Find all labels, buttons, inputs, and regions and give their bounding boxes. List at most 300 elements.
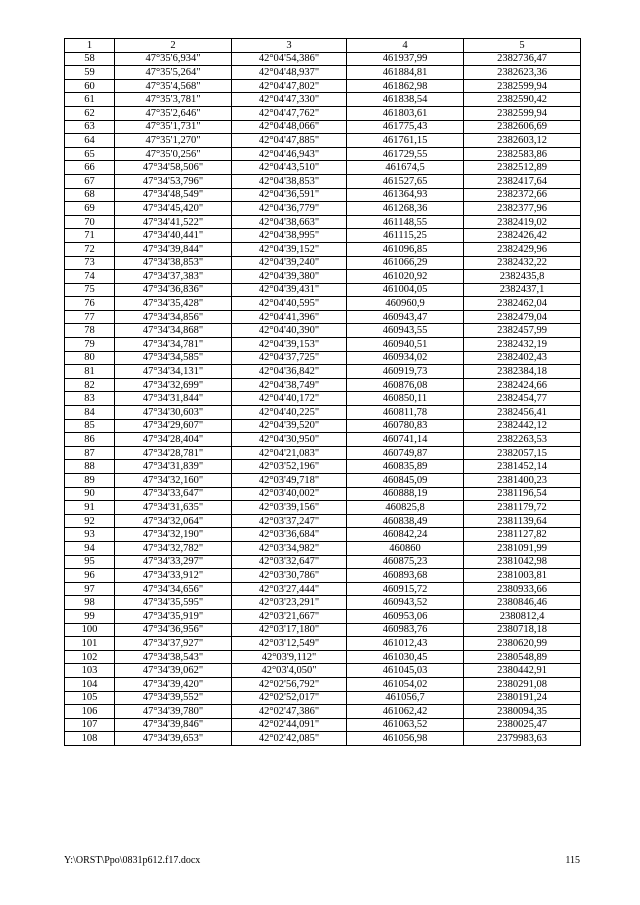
y-coordinate-cell: 2382512,89 xyxy=(464,161,581,175)
longitude-cell: 42°03'12,549" xyxy=(232,637,347,651)
latitude-cell: 47°34'39,844" xyxy=(115,242,232,256)
x-coordinate-cell: 460943,52 xyxy=(347,596,464,610)
x-coordinate-cell: 461012,43 xyxy=(347,637,464,651)
point-number-cell: 84 xyxy=(65,406,115,420)
point-number-cell: 86 xyxy=(65,433,115,447)
table-row xyxy=(65,188,581,202)
point-number-cell: 78 xyxy=(65,324,115,338)
x-coordinate-cell: 461268,36 xyxy=(347,202,464,216)
x-coordinate-cell: 461056,7 xyxy=(347,691,464,705)
longitude-cell: 42°04'38,853" xyxy=(232,174,347,188)
point-number-cell: 82 xyxy=(65,378,115,392)
table-row xyxy=(65,406,581,420)
longitude-cell: 42°04'43,510" xyxy=(232,161,347,175)
column-header: 1 xyxy=(65,39,115,53)
table-row xyxy=(65,283,581,297)
table-row xyxy=(65,637,581,651)
latitude-cell: 47°34'39,552" xyxy=(115,691,232,705)
y-coordinate-cell: 2382419,02 xyxy=(464,215,581,229)
y-coordinate-cell: 2382623,36 xyxy=(464,66,581,80)
x-coordinate-cell: 461054,02 xyxy=(347,677,464,691)
point-number-cell: 75 xyxy=(65,283,115,297)
latitude-cell: 47°35'0,256" xyxy=(115,147,232,161)
longitude-cell: 42°04'21,083" xyxy=(232,446,347,460)
table-row xyxy=(65,134,581,148)
longitude-cell: 42°04'36,842" xyxy=(232,365,347,379)
longitude-cell: 42°04'40,172" xyxy=(232,392,347,406)
longitude-cell: 42°04'38,749" xyxy=(232,378,347,392)
table-row xyxy=(65,215,581,229)
x-coordinate-cell: 461148,55 xyxy=(347,215,464,229)
table-row xyxy=(65,460,581,474)
longitude-cell: 42°03'21,667" xyxy=(232,609,347,623)
y-coordinate-cell: 2380933,66 xyxy=(464,582,581,596)
longitude-cell: 42°03'27,444" xyxy=(232,582,347,596)
point-number-cell: 60 xyxy=(65,79,115,93)
y-coordinate-cell: 2380094,35 xyxy=(464,705,581,719)
latitude-cell: 47°34'45,420" xyxy=(115,202,232,216)
table-row xyxy=(65,147,581,161)
table-row xyxy=(65,677,581,691)
table-row xyxy=(65,541,581,555)
latitude-cell: 47°34'35,595" xyxy=(115,596,232,610)
latitude-cell: 47°34'33,297" xyxy=(115,555,232,569)
y-coordinate-cell: 2382599,94 xyxy=(464,106,581,120)
y-coordinate-cell: 2381091,99 xyxy=(464,541,581,555)
table-row xyxy=(65,650,581,664)
longitude-cell: 42°04'48,937" xyxy=(232,66,347,80)
y-coordinate-cell: 2382456,41 xyxy=(464,406,581,420)
x-coordinate-cell: 461937,99 xyxy=(347,52,464,66)
point-number-cell: 83 xyxy=(65,392,115,406)
y-coordinate-cell: 2382442,12 xyxy=(464,419,581,433)
longitude-cell: 42°02'42,085" xyxy=(232,732,347,746)
table-row xyxy=(65,297,581,311)
latitude-cell: 47°34'34,656" xyxy=(115,582,232,596)
point-number-cell: 62 xyxy=(65,106,115,120)
latitude-cell: 47°34'32,190" xyxy=(115,528,232,542)
longitude-cell: 42°04'40,225" xyxy=(232,406,347,420)
point-number-cell: 72 xyxy=(65,242,115,256)
point-number-cell: 92 xyxy=(65,514,115,528)
y-coordinate-cell: 2382417,64 xyxy=(464,174,581,188)
x-coordinate-cell: 460842,24 xyxy=(347,528,464,542)
table-row xyxy=(65,555,581,569)
latitude-cell: 47°34'34,868" xyxy=(115,324,232,338)
x-coordinate-cell: 461729,55 xyxy=(347,147,464,161)
y-coordinate-cell: 2380191,24 xyxy=(464,691,581,705)
x-coordinate-cell: 461096,85 xyxy=(347,242,464,256)
point-number-cell: 77 xyxy=(65,310,115,324)
longitude-cell: 42°04'38,663" xyxy=(232,215,347,229)
y-coordinate-cell: 2382057,15 xyxy=(464,446,581,460)
y-coordinate-cell: 2382457,99 xyxy=(464,324,581,338)
y-coordinate-cell: 2381042,98 xyxy=(464,555,581,569)
longitude-cell: 42°03'9,112" xyxy=(232,650,347,664)
table-row xyxy=(65,174,581,188)
latitude-cell: 47°34'34,856" xyxy=(115,310,232,324)
latitude-cell: 47°34'29,607" xyxy=(115,419,232,433)
y-coordinate-cell: 2380025,47 xyxy=(464,718,581,732)
longitude-cell: 42°03'49,718" xyxy=(232,474,347,488)
x-coordinate-cell: 461030,45 xyxy=(347,650,464,664)
y-coordinate-cell: 2381179,72 xyxy=(464,501,581,515)
longitude-cell: 42°03'23,291" xyxy=(232,596,347,610)
x-coordinate-cell: 461862,98 xyxy=(347,79,464,93)
table-row xyxy=(65,392,581,406)
y-coordinate-cell: 2382603,12 xyxy=(464,134,581,148)
latitude-cell: 47°35'1,270" xyxy=(115,134,232,148)
y-coordinate-cell: 2380718,18 xyxy=(464,623,581,637)
point-number-cell: 81 xyxy=(65,365,115,379)
y-coordinate-cell: 2380442,91 xyxy=(464,664,581,678)
point-number-cell: 79 xyxy=(65,338,115,352)
latitude-cell: 47°35'5,264" xyxy=(115,66,232,80)
x-coordinate-cell: 460940,51 xyxy=(347,338,464,352)
latitude-cell: 47°34'31,635" xyxy=(115,501,232,515)
latitude-cell: 47°34'32,699" xyxy=(115,378,232,392)
latitude-cell: 47°34'38,543" xyxy=(115,650,232,664)
x-coordinate-cell: 461364,93 xyxy=(347,188,464,202)
table-row xyxy=(65,229,581,243)
y-coordinate-cell: 2381400,23 xyxy=(464,474,581,488)
x-coordinate-cell: 460838,49 xyxy=(347,514,464,528)
point-number-cell: 107 xyxy=(65,718,115,732)
y-coordinate-cell: 2382432,22 xyxy=(464,256,581,270)
point-number-cell: 98 xyxy=(65,596,115,610)
x-coordinate-cell: 461761,15 xyxy=(347,134,464,148)
column-header: 3 xyxy=(232,39,347,53)
point-number-cell: 93 xyxy=(65,528,115,542)
point-number-cell: 76 xyxy=(65,297,115,311)
latitude-cell: 47°34'30,603" xyxy=(115,406,232,420)
latitude-cell: 47°34'39,653" xyxy=(115,732,232,746)
table-row xyxy=(65,310,581,324)
x-coordinate-cell: 461803,61 xyxy=(347,106,464,120)
x-coordinate-cell: 460943,55 xyxy=(347,324,464,338)
point-number-cell: 59 xyxy=(65,66,115,80)
x-coordinate-cell: 460875,23 xyxy=(347,555,464,569)
longitude-cell: 42°03'52,196" xyxy=(232,460,347,474)
x-coordinate-cell: 460893,68 xyxy=(347,569,464,583)
y-coordinate-cell: 2382479,04 xyxy=(464,310,581,324)
x-coordinate-cell: 460960,9 xyxy=(347,297,464,311)
point-number-cell: 99 xyxy=(65,609,115,623)
latitude-cell: 47°34'38,853" xyxy=(115,256,232,270)
y-coordinate-cell: 2379983,63 xyxy=(464,732,581,746)
y-coordinate-cell: 2382590,42 xyxy=(464,93,581,107)
table-row xyxy=(65,324,581,338)
table-row xyxy=(65,487,581,501)
latitude-cell: 47°34'39,062" xyxy=(115,664,232,678)
point-number-cell: 87 xyxy=(65,446,115,460)
longitude-cell: 42°04'40,595" xyxy=(232,297,347,311)
longitude-cell: 42°04'47,762" xyxy=(232,106,347,120)
latitude-cell: 47°34'48,549" xyxy=(115,188,232,202)
x-coordinate-cell: 460983,76 xyxy=(347,623,464,637)
latitude-cell: 47°34'58,506" xyxy=(115,161,232,175)
latitude-cell: 47°34'36,956" xyxy=(115,623,232,637)
y-coordinate-cell: 2382426,42 xyxy=(464,229,581,243)
y-coordinate-cell: 2382736,47 xyxy=(464,52,581,66)
point-number-cell: 68 xyxy=(65,188,115,202)
x-coordinate-cell: 461066,29 xyxy=(347,256,464,270)
point-number-cell: 69 xyxy=(65,202,115,216)
point-number-cell: 97 xyxy=(65,582,115,596)
table-row xyxy=(65,433,581,447)
latitude-cell: 47°34'37,927" xyxy=(115,637,232,651)
point-number-cell: 103 xyxy=(65,664,115,678)
x-coordinate-cell: 460888,19 xyxy=(347,487,464,501)
point-number-cell: 96 xyxy=(65,569,115,583)
table-row xyxy=(65,446,581,460)
point-number-cell: 91 xyxy=(65,501,115,515)
table-row xyxy=(65,202,581,216)
longitude-cell: 42°04'39,520" xyxy=(232,419,347,433)
longitude-cell: 42°04'47,330" xyxy=(232,93,347,107)
point-number-cell: 88 xyxy=(65,460,115,474)
latitude-cell: 47°34'31,844" xyxy=(115,392,232,406)
latitude-cell: 47°34'31,839" xyxy=(115,460,232,474)
table-row xyxy=(65,705,581,719)
x-coordinate-cell: 460835,89 xyxy=(347,460,464,474)
latitude-cell: 47°34'37,383" xyxy=(115,270,232,284)
table-row xyxy=(65,514,581,528)
y-coordinate-cell: 2382384,18 xyxy=(464,365,581,379)
y-coordinate-cell: 2381452,14 xyxy=(464,460,581,474)
column-header: 2 xyxy=(115,39,232,53)
y-coordinate-cell: 2381139,64 xyxy=(464,514,581,528)
table-row xyxy=(65,106,581,120)
x-coordinate-cell: 461020,92 xyxy=(347,270,464,284)
x-coordinate-cell: 460876,08 xyxy=(347,378,464,392)
point-number-cell: 65 xyxy=(65,147,115,161)
x-coordinate-cell: 460749,87 xyxy=(347,446,464,460)
table-row xyxy=(65,609,581,623)
x-coordinate-cell: 461045,03 xyxy=(347,664,464,678)
longitude-cell: 42°03'39,156" xyxy=(232,501,347,515)
y-coordinate-cell: 2382429,96 xyxy=(464,242,581,256)
longitude-cell: 42°03'4,050" xyxy=(232,664,347,678)
point-number-cell: 58 xyxy=(65,52,115,66)
table-row xyxy=(65,691,581,705)
longitude-cell: 42°04'38,995" xyxy=(232,229,347,243)
y-coordinate-cell: 2382372,66 xyxy=(464,188,581,202)
point-number-cell: 73 xyxy=(65,256,115,270)
latitude-cell: 47°34'28,781" xyxy=(115,446,232,460)
point-number-cell: 90 xyxy=(65,487,115,501)
y-coordinate-cell: 2382377,96 xyxy=(464,202,581,216)
longitude-cell: 42°03'34,982" xyxy=(232,541,347,555)
y-coordinate-cell: 2382402,43 xyxy=(464,351,581,365)
x-coordinate-cell: 460915,72 xyxy=(347,582,464,596)
x-coordinate-cell: 461838,54 xyxy=(347,93,464,107)
y-coordinate-cell: 2380812,4 xyxy=(464,609,581,623)
x-coordinate-cell: 461004,05 xyxy=(347,283,464,297)
point-number-cell: 63 xyxy=(65,120,115,134)
latitude-cell: 47°34'34,131" xyxy=(115,365,232,379)
table-body xyxy=(65,52,581,745)
longitude-cell: 42°04'40,390" xyxy=(232,324,347,338)
footer-file-path: Y:\ORST\Ppo\0831p612.f17.docx xyxy=(64,855,201,866)
latitude-cell: 47°34'39,846" xyxy=(115,718,232,732)
table-row xyxy=(65,256,581,270)
point-number-cell: 71 xyxy=(65,229,115,243)
x-coordinate-cell: 460780,83 xyxy=(347,419,464,433)
x-coordinate-cell: 460934,02 xyxy=(347,351,464,365)
point-number-cell: 108 xyxy=(65,732,115,746)
table-row xyxy=(65,569,581,583)
latitude-cell: 47°34'41,522" xyxy=(115,215,232,229)
longitude-cell: 42°02'56,792" xyxy=(232,677,347,691)
latitude-cell: 47°35'4,568" xyxy=(115,79,232,93)
table-row xyxy=(65,732,581,746)
table-row xyxy=(65,365,581,379)
longitude-cell: 42°03'37,247" xyxy=(232,514,347,528)
table-row xyxy=(65,582,581,596)
y-coordinate-cell: 2381003,81 xyxy=(464,569,581,583)
latitude-cell: 47°34'35,919" xyxy=(115,609,232,623)
point-number-cell: 94 xyxy=(65,541,115,555)
latitude-cell: 47°34'33,647" xyxy=(115,487,232,501)
point-number-cell: 80 xyxy=(65,351,115,365)
longitude-cell: 42°04'47,885" xyxy=(232,134,347,148)
column-header: 4 xyxy=(347,39,464,53)
table-row xyxy=(65,270,581,284)
y-coordinate-cell: 2382462,04 xyxy=(464,297,581,311)
y-coordinate-cell: 2380548,89 xyxy=(464,650,581,664)
latitude-cell: 47°34'33,912" xyxy=(115,569,232,583)
point-number-cell: 104 xyxy=(65,677,115,691)
y-coordinate-cell: 2382435,8 xyxy=(464,270,581,284)
table-row xyxy=(65,161,581,175)
y-coordinate-cell: 2382437,1 xyxy=(464,283,581,297)
table-row xyxy=(65,419,581,433)
latitude-cell: 47°34'39,420" xyxy=(115,677,232,691)
point-number-cell: 67 xyxy=(65,174,115,188)
longitude-cell: 42°02'47,386" xyxy=(232,705,347,719)
table-row xyxy=(65,501,581,515)
x-coordinate-cell: 461527,65 xyxy=(347,174,464,188)
table-row xyxy=(65,338,581,352)
table-row xyxy=(65,66,581,80)
x-coordinate-cell: 461775,43 xyxy=(347,120,464,134)
longitude-cell: 42°04'39,153" xyxy=(232,338,347,352)
x-coordinate-cell: 460845,09 xyxy=(347,474,464,488)
point-number-cell: 64 xyxy=(65,134,115,148)
point-number-cell: 74 xyxy=(65,270,115,284)
coordinates-table xyxy=(64,38,581,746)
table-row xyxy=(65,120,581,134)
x-coordinate-cell: 460953,06 xyxy=(347,609,464,623)
table-row xyxy=(65,623,581,637)
longitude-cell: 42°03'32,647" xyxy=(232,555,347,569)
longitude-cell: 42°04'41,396" xyxy=(232,310,347,324)
x-coordinate-cell: 461062,42 xyxy=(347,705,464,719)
table-row xyxy=(65,378,581,392)
longitude-cell: 42°02'52,017" xyxy=(232,691,347,705)
y-coordinate-cell: 2382599,94 xyxy=(464,79,581,93)
table-row xyxy=(65,79,581,93)
latitude-cell: 47°34'39,780" xyxy=(115,705,232,719)
latitude-cell: 47°34'32,064" xyxy=(115,514,232,528)
y-coordinate-cell: 2382606,69 xyxy=(464,120,581,134)
y-coordinate-cell: 2380620,99 xyxy=(464,637,581,651)
point-number-cell: 70 xyxy=(65,215,115,229)
point-number-cell: 105 xyxy=(65,691,115,705)
y-coordinate-cell: 2380291,08 xyxy=(464,677,581,691)
longitude-cell: 42°04'54,386" xyxy=(232,52,347,66)
latitude-cell: 47°35'2,646" xyxy=(115,106,232,120)
latitude-cell: 47°35'3,781" xyxy=(115,93,232,107)
y-coordinate-cell: 2382432,19 xyxy=(464,338,581,352)
point-number-cell: 106 xyxy=(65,705,115,719)
x-coordinate-cell: 461674,5 xyxy=(347,161,464,175)
longitude-cell: 42°03'17,180" xyxy=(232,623,347,637)
latitude-cell: 47°34'36,836" xyxy=(115,283,232,297)
point-number-cell: 66 xyxy=(65,161,115,175)
column-header: 5 xyxy=(464,39,581,53)
longitude-cell: 42°04'48,066" xyxy=(232,120,347,134)
x-coordinate-cell: 460860 xyxy=(347,541,464,555)
longitude-cell: 42°04'30,950" xyxy=(232,433,347,447)
x-coordinate-cell: 461884,81 xyxy=(347,66,464,80)
longitude-cell: 42°03'40,002" xyxy=(232,487,347,501)
latitude-cell: 47°34'32,160" xyxy=(115,474,232,488)
y-coordinate-cell: 2382583,86 xyxy=(464,147,581,161)
longitude-cell: 42°04'47,802" xyxy=(232,79,347,93)
latitude-cell: 47°35'6,934" xyxy=(115,52,232,66)
point-number-cell: 101 xyxy=(65,637,115,651)
x-coordinate-cell: 461056,98 xyxy=(347,732,464,746)
latitude-cell: 47°34'28,404" xyxy=(115,433,232,447)
x-coordinate-cell: 461063,52 xyxy=(347,718,464,732)
y-coordinate-cell: 2381127,82 xyxy=(464,528,581,542)
longitude-cell: 42°04'39,152" xyxy=(232,242,347,256)
x-coordinate-cell: 461115,25 xyxy=(347,229,464,243)
point-number-cell: 100 xyxy=(65,623,115,637)
table-row xyxy=(65,718,581,732)
table-row xyxy=(65,596,581,610)
longitude-cell: 42°04'36,591" xyxy=(232,188,347,202)
point-number-cell: 95 xyxy=(65,555,115,569)
latitude-cell: 47°34'34,781" xyxy=(115,338,232,352)
latitude-cell: 47°34'32,782" xyxy=(115,541,232,555)
latitude-cell: 47°34'34,585" xyxy=(115,351,232,365)
table-row xyxy=(65,351,581,365)
latitude-cell: 47°35'1,731" xyxy=(115,120,232,134)
latitude-cell: 47°34'35,428" xyxy=(115,297,232,311)
point-number-cell: 102 xyxy=(65,650,115,664)
point-number-cell: 85 xyxy=(65,419,115,433)
y-coordinate-cell: 2380846,46 xyxy=(464,596,581,610)
longitude-cell: 42°04'39,431" xyxy=(232,283,347,297)
point-number-cell: 89 xyxy=(65,474,115,488)
table-row xyxy=(65,52,581,66)
latitude-cell: 47°34'53,796" xyxy=(115,174,232,188)
x-coordinate-cell: 460943,47 xyxy=(347,310,464,324)
table-header-row xyxy=(65,39,581,53)
y-coordinate-cell: 2382263,53 xyxy=(464,433,581,447)
table-row xyxy=(65,528,581,542)
point-number-cell: 61 xyxy=(65,93,115,107)
x-coordinate-cell: 460825,8 xyxy=(347,501,464,515)
longitude-cell: 42°04'36,779" xyxy=(232,202,347,216)
x-coordinate-cell: 460811,78 xyxy=(347,406,464,420)
page-number: 115 xyxy=(565,855,580,866)
x-coordinate-cell: 460741,14 xyxy=(347,433,464,447)
x-coordinate-cell: 460919,73 xyxy=(347,365,464,379)
